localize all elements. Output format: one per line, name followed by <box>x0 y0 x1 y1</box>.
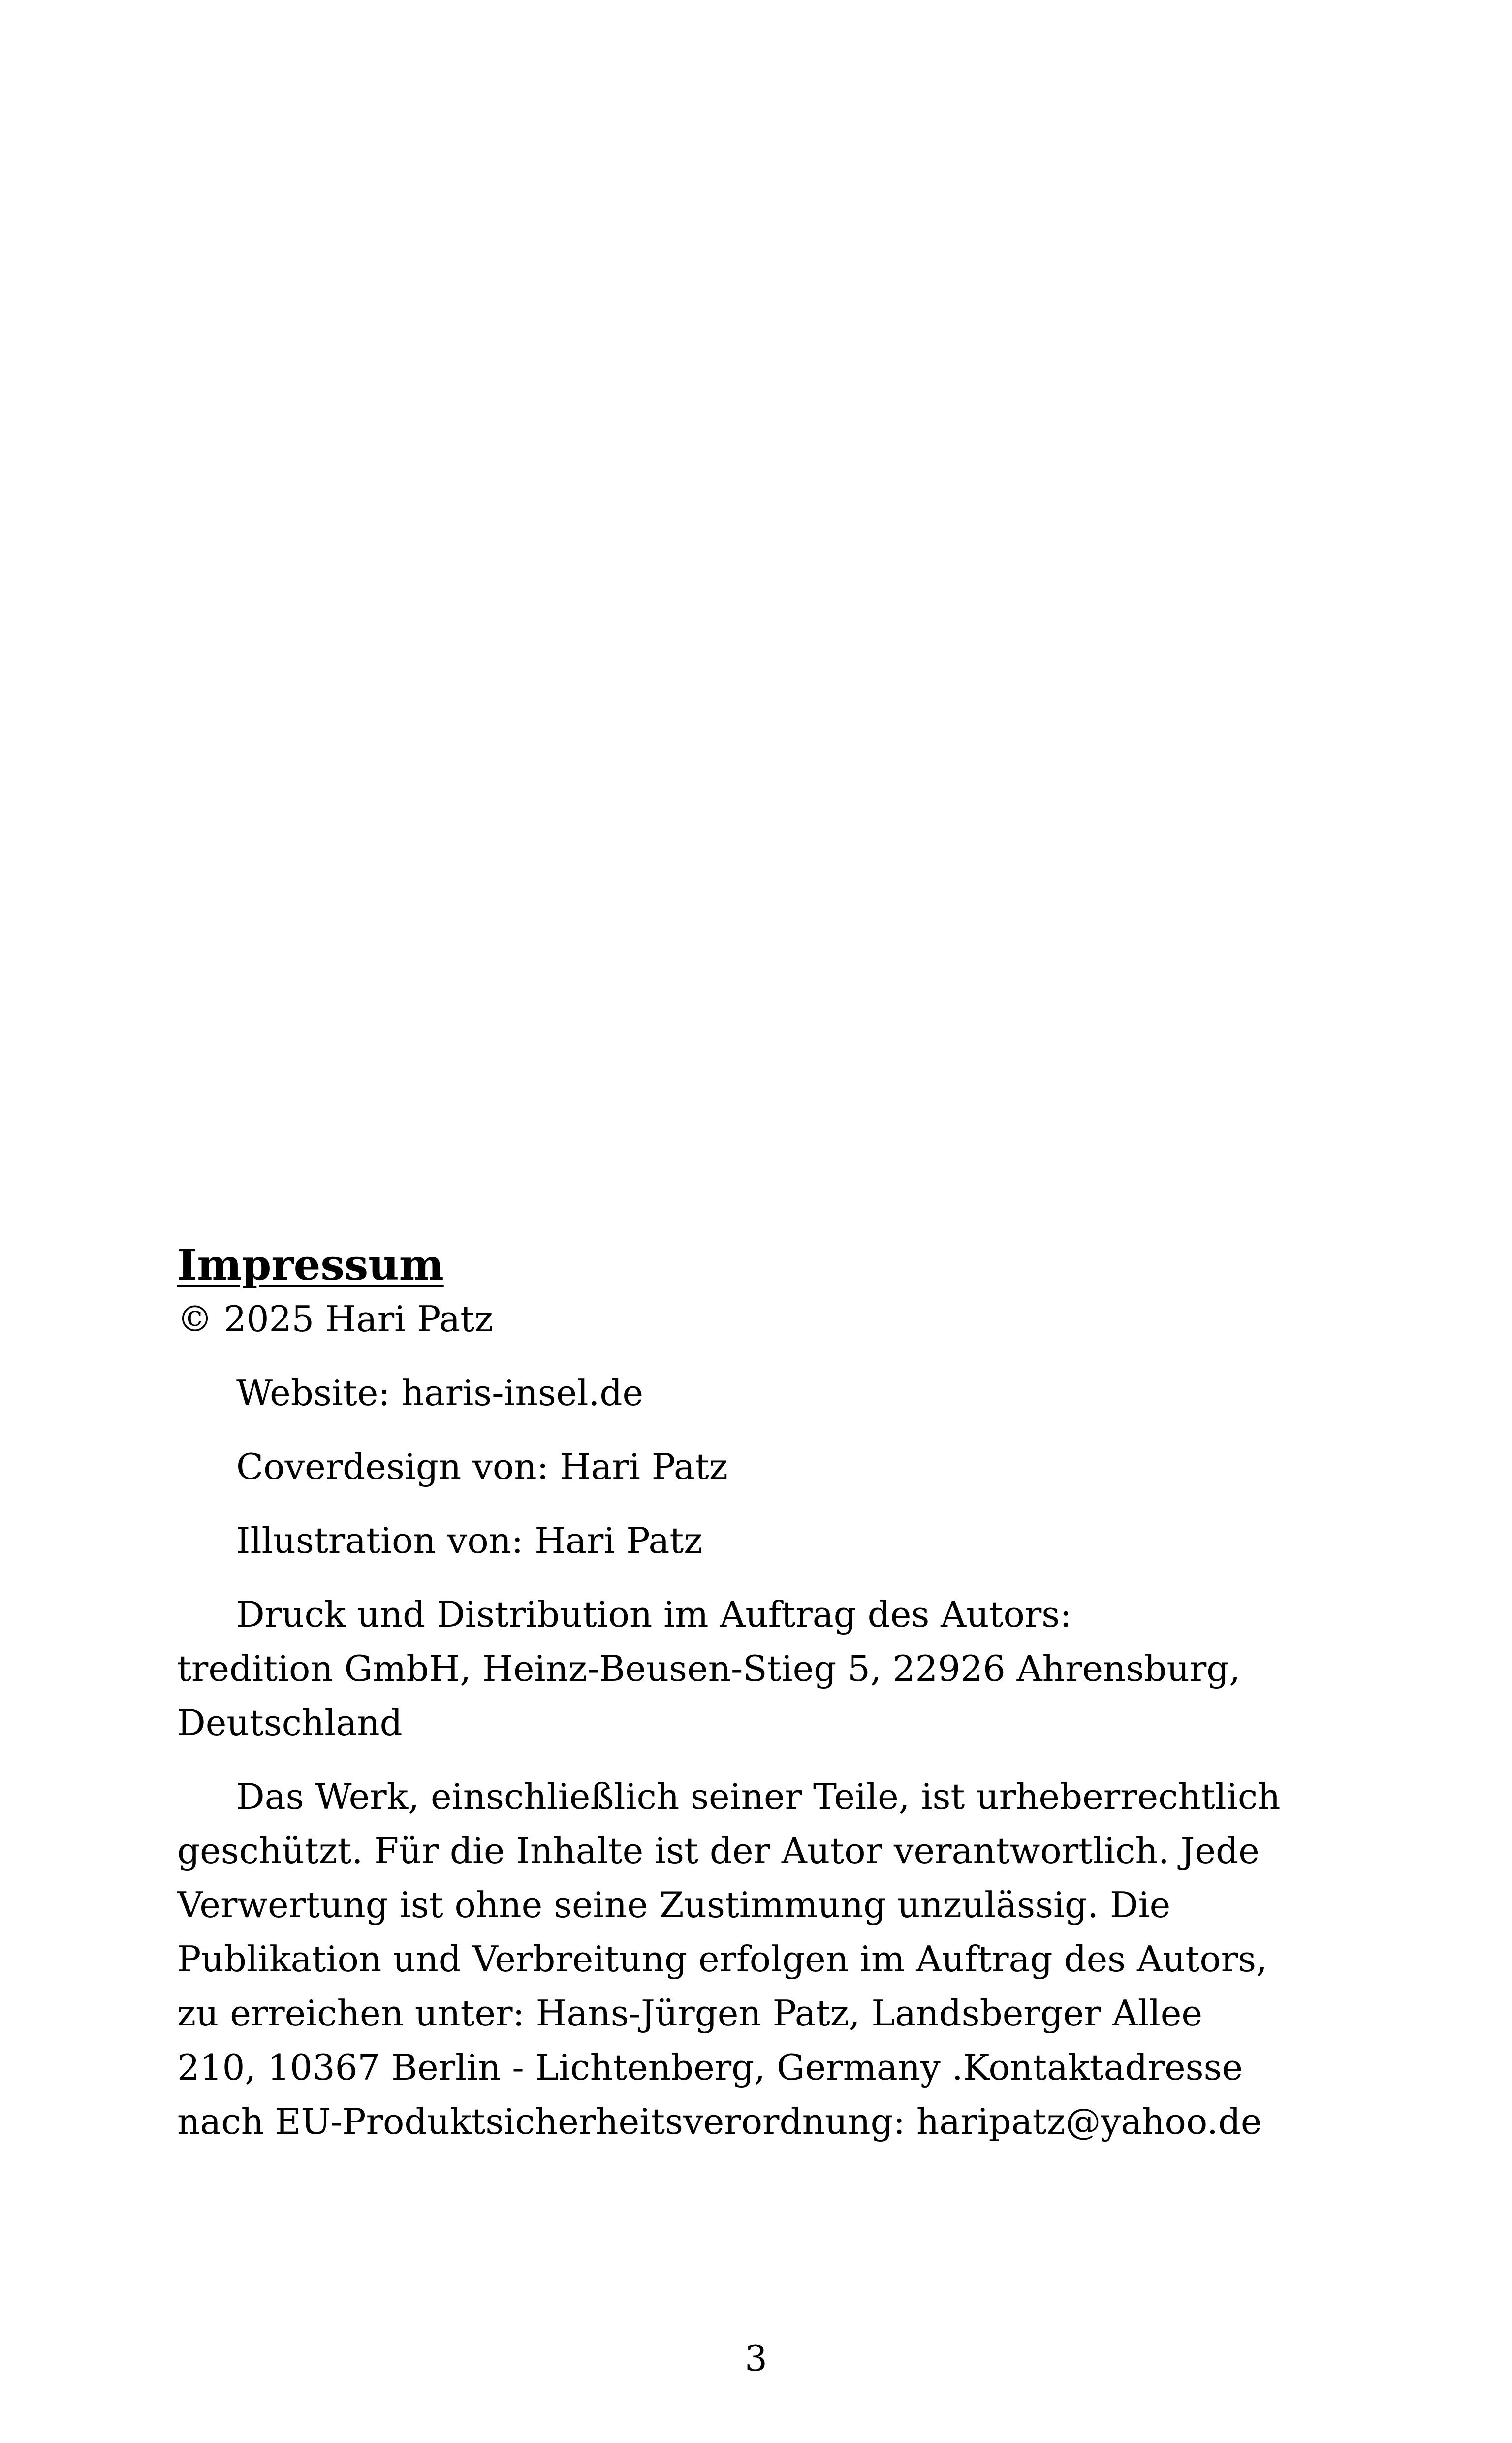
distribution-paragraph <box>177 1587 1324 1750</box>
cover-design-line <box>177 1440 1324 1494</box>
illustration-text: Illustration von: Hari Patz <box>236 1520 703 1561</box>
illustration-line <box>177 1513 1324 1568</box>
website-line <box>177 1366 1324 1420</box>
notice-line: Das Werk, einschließlich seiner Teile, ist urheberrechtlich <box>236 1776 1281 1817</box>
notice-line: Verwertung ist ohne seine Zustimmung unzulässig. Die <box>177 1884 1171 1926</box>
distribution-line: Druck und Distribution im Auftrag des Autors: <box>236 1594 1072 1635</box>
distribution-line: tredition GmbH, Heinz-Beusen-Stieg 5, 22926 Ahrensburg, <box>177 1648 1241 1689</box>
imprint-section <box>177 1241 1324 2149</box>
notice-line: nach EU-Produktsicherheitsverordnung: haripatz@yahoo.de <box>177 2101 1262 2142</box>
website-text: Website: haris-insel.de <box>236 1372 644 1414</box>
copyright-line: © 2025 Hari Patz <box>177 1298 494 1340</box>
imprint-heading: Impressum <box>177 1240 444 1290</box>
notice-line: 210, 10367 Berlin - Lichtenberg, Germany .Kontaktadresse <box>177 2047 1243 2088</box>
notice-line: Publikation und Verbreitung erfolgen im Auftrag des Autors, <box>177 1938 1267 1980</box>
notice-line: zu erreichen unter: Hans-Jürgen Patz, Landsberger Allee <box>177 1993 1202 2034</box>
copyright-notice-paragraph <box>177 1769 1324 2149</box>
notice-line: geschützt. Für die Inhalte ist der Autor verantwortlich. Jede <box>177 1830 1260 1871</box>
page-number: 3 <box>745 2338 767 2379</box>
distribution-line: Deutschland <box>177 1702 403 1743</box>
cover-design-text: Coverdesign von: Hari Patz <box>236 1446 728 1487</box>
